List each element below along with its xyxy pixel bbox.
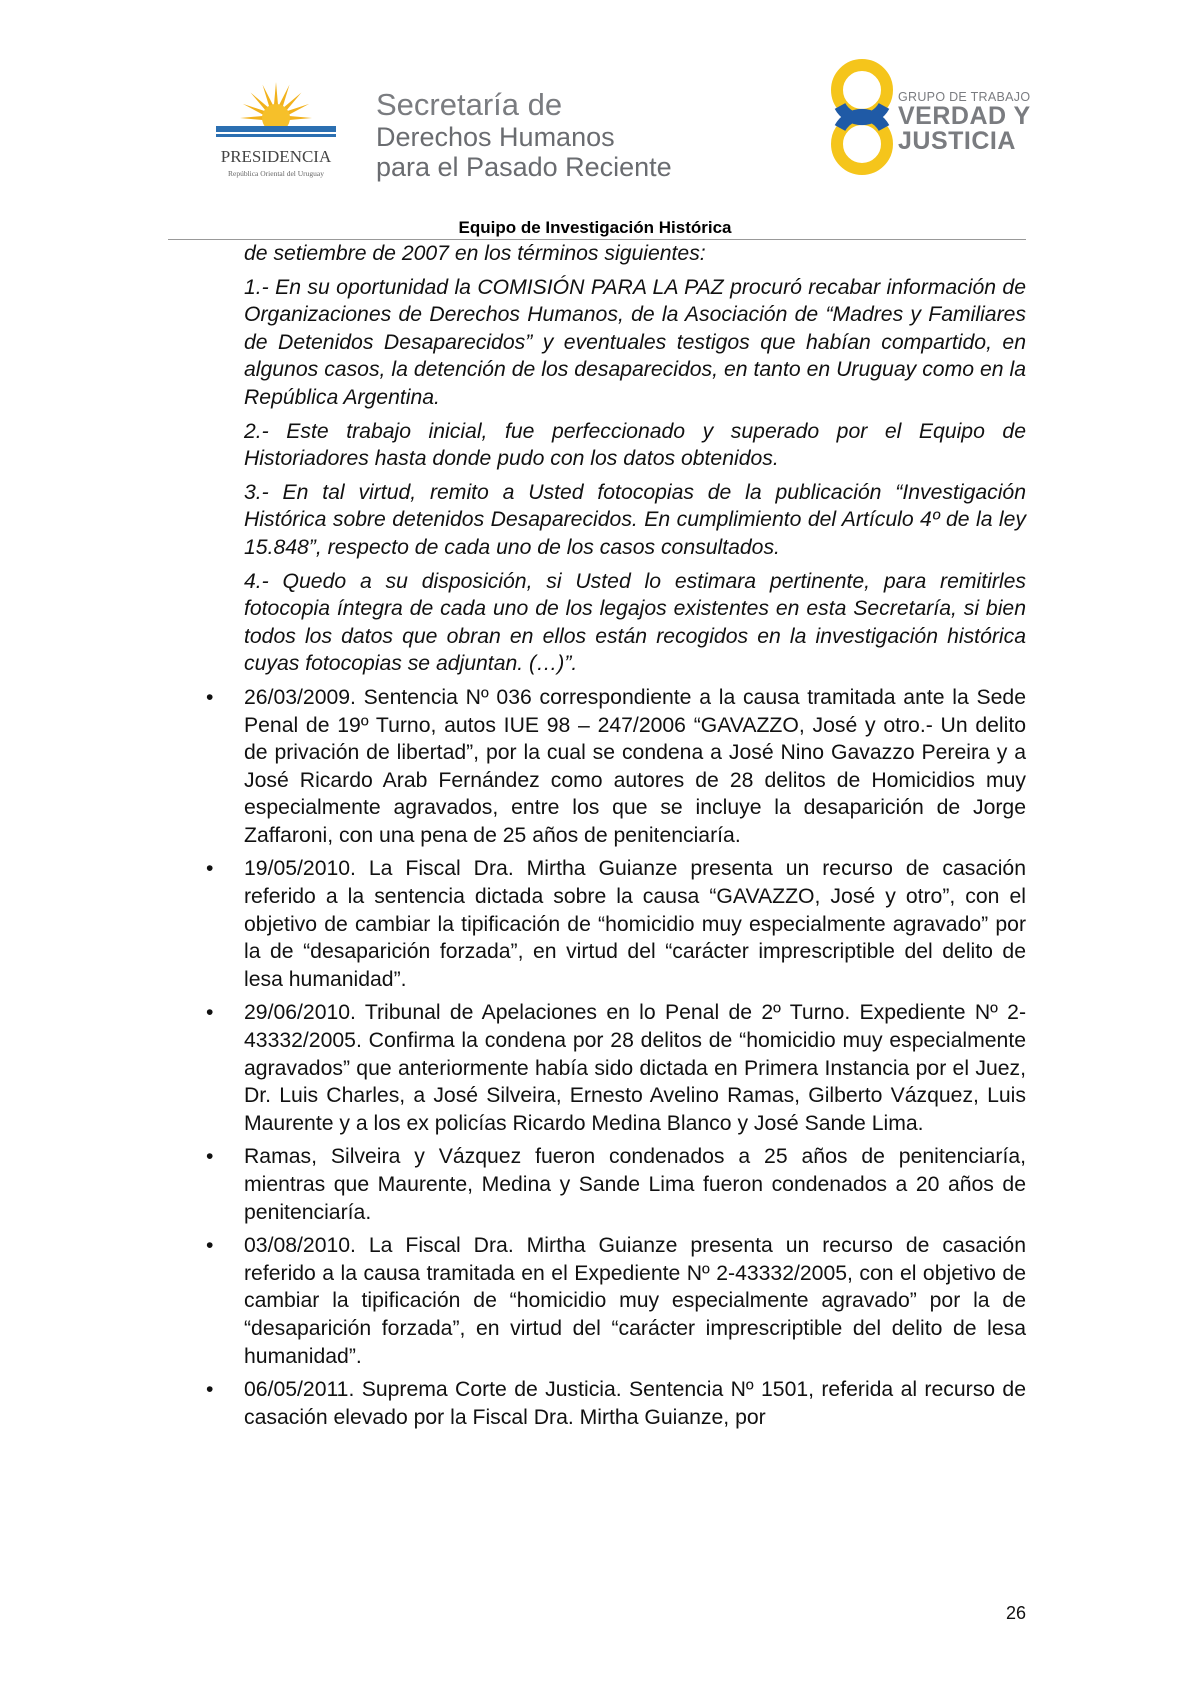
secretaria-line3: para el Pasado Reciente (376, 152, 672, 182)
grupo-line1: GRUPO DE TRABAJO (898, 90, 1031, 104)
list-item-text: 26/03/2009. Sentencia Nº 036 correspondiente a la causa tramitada ante la Sede Penal de 19º Turno, autos IUE 98 – 247/2006 “GAVAZZO, José y otro.- Un delito de privación de libertad”, por la cual se condena a José Nino Gavazzo Pereira y a José Ricardo Arab Fernández como autores de 28 delitos de Homicidios muy especialmente agravados, entre los que se incluye la desaparición de Jorge Zaffaroni, con una pena de 25 años de penitenciaría. (244, 685, 1026, 847)
list-item (206, 999, 1026, 1137)
grupo-line3: JUSTICIA (898, 127, 1016, 155)
quoted-item-3: 3.- En tal virtud, remito a Usted fotocopias de la publicación “Investigación Histórica sobre detenidos Desaparecidos. En cumplimiento del Artículo 4º de la ley 15.848”, respecto de cada uno de los casos consultados. (244, 480, 1026, 559)
bullet-icon: • (206, 1001, 214, 1025)
presidencia-subtitle: República Oriental del Uruguay (227, 169, 325, 178)
secretaria-line1: Secretaría de (376, 87, 563, 122)
quoted-item-1: 1.- En su oportunidad la COMISIÓN PARA LA PAZ procuró recabar información de Organizaciones de Derechos Humanos, de la Asociación de “Madres y Familiares de Detenidos Desaparecidos” y eventuales testigos que habían compartido, en algunos casos, la detención de los desaparecidos, en tanto en Uruguay como en la República Argentina. (244, 275, 1026, 409)
list-item (206, 855, 1026, 993)
quoted-item-2: 2.- Este trabajo inicial, fue perfeccionado y superado por el Equipo de Historiadores hasta donde pudo con los datos obtenidos. (244, 419, 1026, 471)
list-item (206, 684, 1026, 850)
bullet-icon: • (206, 1234, 214, 1258)
list-item-text: 03/08/2010. La Fiscal Dra. Mirtha Guianze presenta un recurso de casación referido a la causa tramitada en el Expediente Nº 2-43332/2005, con el objetivo de cambiar la tipificación de “homicidio muy especialmente agravado” por la de “desaparición forzada”, en virtud del “carácter imprescriptible del delito de lesa humanidad”. (244, 1234, 1026, 1368)
secretaria-line2: Derechos Humanos (376, 122, 615, 152)
document-body (206, 240, 1026, 1437)
presidencia-name: PRESIDENCIA (220, 147, 332, 166)
list-item-text: 19/05/2010. La Fiscal Dra. Mirtha Guianze presenta un recurso de casación referido a la sentencia dictada sobre la causa “GAVAZZO, José y otro”, con el objetivo de cambiar la tipificación de “homicidio muy especialmente agravado” por la de “desaparición forzada”, en virtud del “carácter imprescriptible del delito de lesa humanidad”. (244, 857, 1026, 991)
list-item-text: Ramas, Silveira y Vázquez fueron condenados a 25 años de penitenciaría, mientras que Maurente, Medina y Sande Lima fueron condenados a 20 años de penitenciaría. (244, 1145, 1026, 1224)
list-item-text: 06/05/2011. Suprema Corte de Justicia. Sentencia Nº 1501, referida al recurso de casación elevado por la Fiscal Dra. Mirtha Guianze, por (244, 1378, 1026, 1429)
unit-title: Equipo de Investigación Histórica (458, 218, 732, 237)
verdad-justicia-text (898, 90, 1031, 154)
grupo-line2: VERDAD Y (898, 102, 1031, 130)
list-item-text: 29/06/2010. Tribunal de Apelaciones en lo Penal de 2º Turno. Expediente Nº 2-43332/2005. Confirma la condena por 28 delitos de “homicidio muy especialmente agravados” que anteriormente había sido dictada en Primera Instancia por el Juez, Dr. Luis Charles, a José Silveira, Ernesto Avelino Ramas, Gilberto Vázquez, Luis Maurente y a los ex policías Ricardo Medina Blanco y José Sande Lima. (244, 1001, 1026, 1135)
list-item (206, 1376, 1026, 1431)
presidencia-sun-logo (196, 78, 356, 180)
bullet-icon: • (206, 857, 214, 881)
page-number: 26 (1006, 1603, 1027, 1623)
list-item (206, 1232, 1026, 1370)
bullet-icon: • (206, 1378, 214, 1402)
secretaria-logo-text (376, 88, 672, 182)
intro-line: de setiembre de 2007 en los términos siguientes: (244, 242, 706, 265)
list-item (206, 1143, 1026, 1226)
bullet-icon: • (206, 1145, 214, 1169)
page-header (0, 0, 1190, 240)
quoted-item-4: 4.- Quedo a su disposición, si Usted lo estimara pertinente, para remitirles fotocopia íntegra de cada uno de los legajos existentes en esta Secretaría, si bien todos los datos que obran en ellos están recogidos en la investigación histórica cuyas fotocopias se adjuntan. (…)”. (244, 569, 1026, 676)
bullet-icon: • (206, 685, 214, 709)
